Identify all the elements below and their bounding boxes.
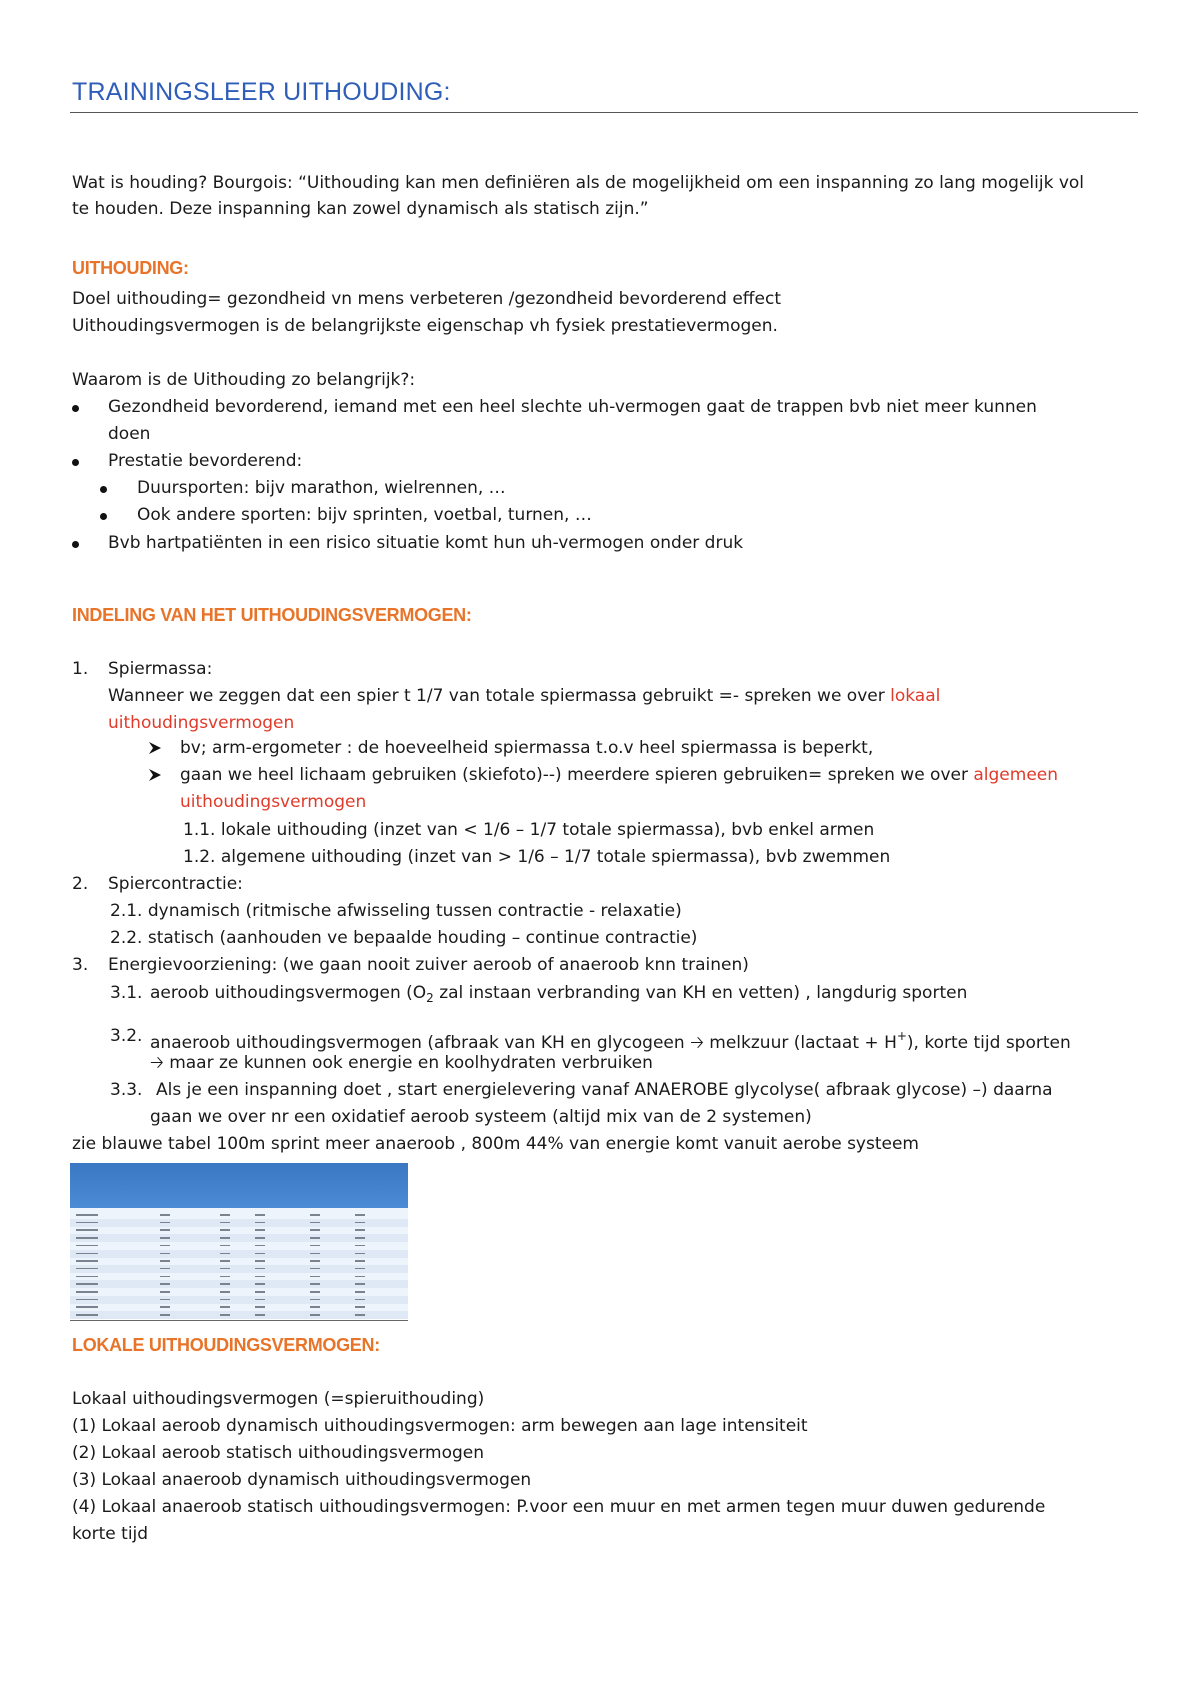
algemeen-emphasis: algemeen: [973, 765, 1059, 785]
table-image-cell: [76, 1291, 98, 1293]
table-image-cell: [310, 1299, 320, 1301]
table-image-cell: [255, 1245, 265, 1247]
table-image-cell: [160, 1260, 170, 1262]
table-image-cell: [160, 1291, 170, 1293]
table-image-cell: [310, 1268, 320, 1270]
table-image-cell: [355, 1306, 365, 1308]
superscript-plus: +: [896, 1029, 907, 1043]
doel-text: Doel uithouding= gezondheid vn mens verbeteren /gezondheid bevorderend effect: [72, 289, 781, 309]
table-image-cell: [160, 1245, 170, 1247]
arrowhead-bullet-icon: [148, 740, 162, 759]
table-image-cell: [76, 1283, 98, 1285]
table-image-cell: [160, 1253, 170, 1255]
table-note: zie blauwe tabel 100m sprint meer anaeroob , 800m 44% van energie komt vanuit aerobe systeem: [72, 1134, 919, 1154]
item-2-title: Spiercontractie:: [108, 874, 243, 894]
table-image-cell: [255, 1260, 265, 1262]
table-image-cell: [76, 1222, 98, 1224]
item-1-text: [108, 683, 940, 710]
item-3-title: Energievoorziening: (we gaan nooit zuiver aeroob of anaeroob knn trainen): [108, 955, 749, 975]
table-image-cell: [220, 1222, 230, 1224]
table-image-cell: [355, 1237, 365, 1239]
sub-3-2-line-2: [150, 1050, 653, 1077]
table-image-cell: [310, 1283, 320, 1285]
table-image-row: [70, 1311, 408, 1319]
bullet-3: Bvb hartpatiënten in een risico situatie komt hun uh-vermogen onder druk: [108, 533, 744, 553]
black-dot-icon: [72, 459, 79, 466]
bullet-1-line-1: Gezondheid bevorderend, iemand met een heel slechte uh-vermogen gaat de trappen bvb niet meer kunnen: [108, 397, 1037, 417]
subscript-2: 2: [426, 991, 434, 1005]
arrow-item-2-main: gaan we heel lichaam gebruiken (skiefoto)--) meerdere spieren gebruiken= spreken we over: [180, 765, 974, 785]
table-image-cell: [255, 1222, 265, 1224]
table-image-cell: [160, 1222, 170, 1224]
vermogen-text: Uithoudingsvermogen is de belangrijkste eigenschap vh fysiek prestatievermogen.: [72, 316, 778, 336]
table-image-cell: [76, 1229, 98, 1231]
table-image-cell: [310, 1260, 320, 1262]
sub-1-1: 1.1. lokale uithouding (inzet van < 1/6 – 1/7 totale spiermassa), bvb enkel armen: [183, 820, 875, 840]
document-title: TRAININGSLEER UITHOUDING:: [72, 78, 451, 106]
lokaal-line-1: (1) Lokaal aeroob dynamisch uithoudingsvermogen: arm bewegen aan lage intensiteit: [72, 1416, 808, 1436]
lokaal-line-0: Lokaal uithoudingsvermogen (=spieruithouding): [72, 1389, 485, 1409]
title-underline: [70, 112, 1138, 113]
black-dot-icon: [100, 513, 107, 520]
table-image-cell: [220, 1245, 230, 1247]
table-image-cell: [160, 1268, 170, 1270]
num-3-1: 3.1.: [110, 983, 143, 1003]
table-image-cell: [160, 1314, 170, 1316]
table-image-cell: [255, 1291, 265, 1293]
intro-line-2: te houden. Deze inspanning kan zowel dynamisch als statisch zijn.”: [72, 199, 649, 219]
arrow-item-2: [180, 762, 1058, 789]
table-image-cell: [355, 1314, 365, 1316]
table-image-cell: [255, 1214, 265, 1216]
table-image-cell: [76, 1245, 98, 1247]
table-image-cell: [160, 1283, 170, 1285]
table-image-cell: [220, 1291, 230, 1293]
table-image-cell: [255, 1276, 265, 1278]
table-image-cell: [160, 1306, 170, 1308]
table-image-cell: [355, 1299, 365, 1301]
black-dot-icon: [72, 405, 79, 412]
table-image-cell: [310, 1291, 320, 1293]
table-image-cell: [310, 1306, 320, 1308]
table-image-cell: [76, 1214, 98, 1216]
table-header-band: [70, 1163, 408, 1208]
table-image-cell: [220, 1268, 230, 1270]
num-3-2: 3.2.: [110, 1026, 143, 1046]
table-image-cell: [160, 1237, 170, 1239]
table-image-cell: [76, 1276, 98, 1278]
table-image-cell: [355, 1283, 365, 1285]
list-number-2: 2.: [72, 874, 89, 894]
table-image-cell: [355, 1222, 365, 1224]
table-image-cell: [310, 1314, 320, 1316]
lokaal-line-4b: korte tijd: [72, 1524, 149, 1544]
table-image-cell: [76, 1306, 98, 1308]
black-dot-icon: [72, 541, 79, 548]
table-image-cell: [255, 1299, 265, 1301]
sub-3-1-b: zal instaan verbranding van KH en vetten) , langdurig sporten: [433, 983, 968, 1003]
table-image-cell: [220, 1253, 230, 1255]
arrow-item-1: bv; arm-ergometer : de hoeveelheid spiermassa t.o.v heel spiermassa is beperkt,: [180, 738, 874, 758]
sub-3-1-a: aeroob uithoudingsvermogen (O: [150, 983, 427, 1003]
table-image-cell: [310, 1222, 320, 1224]
table-image-cell: [255, 1253, 265, 1255]
right-arrow-icon: 🡢: [150, 1053, 164, 1073]
table-image-cell: [355, 1291, 365, 1293]
num-3-3: 3.3.: [110, 1080, 143, 1100]
table-image-cell: [255, 1268, 265, 1270]
black-dot-icon: [100, 486, 107, 493]
bullet-1-line-2: doen: [108, 424, 151, 444]
sub-3-3-line-1: Als je een inspanning doet , start energielevering vanaf ANAEROBE glycolyse( afbraak glycose) –) daarna: [156, 1080, 1053, 1100]
lokaal-emphasis: lokaal: [890, 686, 941, 706]
table-image-cell: [310, 1276, 320, 1278]
sub-3-2-line-2-text: maar ze kunnen ook energie en koolhydraten verbruiken: [163, 1053, 653, 1073]
item-1-title: Spiermassa:: [108, 659, 213, 679]
list-number-1: 1.: [72, 659, 89, 679]
table-image-cell: [76, 1237, 98, 1239]
sub-1-2: 1.2. algemene uithouding (inzet van > 1/6 – 1/7 totale spiermassa), bvb zwemmen: [183, 847, 891, 867]
heading-lokale: LOKALE UITHOUDINGSVERMOGEN:: [72, 1335, 380, 1355]
table-image-cell: [76, 1253, 98, 1255]
table-image-cell: [220, 1276, 230, 1278]
sub-3-2-c: ), korte tijd sporten: [906, 1033, 1071, 1053]
sub-3-1: [150, 980, 967, 1012]
lokaal-line-3: (3) Lokaal anaeroob dynamisch uithoudingsvermogen: [72, 1470, 532, 1490]
table-image-cell: [310, 1253, 320, 1255]
question-text: Waarom is de Uithouding zo belangrijk?:: [72, 370, 416, 390]
table-image-cell: [255, 1237, 265, 1239]
table-image-cell: [220, 1214, 230, 1216]
table-image-cell: [255, 1314, 265, 1316]
table-image-cell: [220, 1237, 230, 1239]
heading-indeling: INDELING VAN HET UITHOUDINGSVERMOGEN:: [72, 605, 472, 625]
table-image-cell: [220, 1299, 230, 1301]
intro-line-1: Wat is houding? Bourgois: “Uithouding kan men definiëren als de mogelijkheid om een inspanning zo lang mogelijk vol: [72, 173, 1085, 193]
table-image-cell: [220, 1314, 230, 1316]
table-image-cell: [310, 1229, 320, 1231]
bullet-2: Prestatie bevorderend:: [108, 451, 303, 471]
item-1-text-main: Wanneer we zeggen dat een spier t 1/7 van totale spiermassa gebruikt =- spreken we over: [108, 686, 891, 706]
table-image-cell: [355, 1268, 365, 1270]
sub-2-1: 2.1. dynamisch (ritmische afwisseling tussen contractie - relaxatie): [110, 901, 682, 921]
heading-uithouding: UITHOUDING:: [72, 258, 189, 278]
item-1-red-line: uithoudingsvermogen: [108, 713, 295, 733]
image-underline: [70, 1320, 408, 1321]
sub-3-2-b: melkzuur (lactaat + H: [703, 1033, 897, 1053]
table-image-cell: [76, 1299, 98, 1301]
table-image-cell: [76, 1314, 98, 1316]
sub-2-2: 2.2. statisch (aanhouden ve bepaalde houding – continue contractie): [110, 928, 698, 948]
table-image-cell: [310, 1237, 320, 1239]
sub-3-2-a: anaeroob uithoudingsvermogen (afbraak van KH en glycogeen: [150, 1033, 691, 1053]
table-image-cell: [355, 1214, 365, 1216]
table-image-cell: [355, 1229, 365, 1231]
table-image-cell: [255, 1229, 265, 1231]
table-image-cell: [160, 1299, 170, 1301]
table-image-cell: [76, 1260, 98, 1262]
table-image-cell: [160, 1214, 170, 1216]
table-image-cell: [220, 1306, 230, 1308]
sub-3-3-line-2: gaan we over nr een oxidatief aeroob systeem (altijd mix van de 2 systemen): [150, 1107, 812, 1127]
arrow-item-2-red-line: uithoudingsvermogen: [180, 792, 367, 812]
table-image-cell: [355, 1260, 365, 1262]
table-image-cell: [160, 1229, 170, 1231]
table-image-cell: [160, 1276, 170, 1278]
table-image-cell: [355, 1253, 365, 1255]
sub-bullet-1: Duursporten: bijv marathon, wielrennen, …: [137, 478, 506, 498]
lokaal-line-4: (4) Lokaal anaeroob statisch uithoudingsvermogen: P.voor een muur en met armen tegen muur duwen gedurende: [72, 1497, 1046, 1517]
table-image-cell: [310, 1245, 320, 1247]
table-image-cell: [355, 1245, 365, 1247]
sub-bullet-2: Ook andere sporten: bijv sprinten, voetbal, turnen, …: [137, 505, 592, 525]
table-image-cell: [220, 1260, 230, 1262]
table-image-cell: [355, 1276, 365, 1278]
arrowhead-bullet-icon: [148, 767, 162, 786]
energy-contribution-table-image: [70, 1163, 408, 1319]
right-arrow-icon: 🡢: [690, 1033, 704, 1053]
table-image-cell: [255, 1306, 265, 1308]
table-image-cell: [310, 1214, 320, 1216]
table-image-cell: [255, 1283, 265, 1285]
table-image-cell: [220, 1283, 230, 1285]
table-image-cell: [76, 1268, 98, 1270]
table-image-cell: [220, 1229, 230, 1231]
lokaal-line-2: (2) Lokaal aeroob statisch uithoudingsvermogen: [72, 1443, 485, 1463]
list-number-3: 3.: [72, 955, 89, 975]
